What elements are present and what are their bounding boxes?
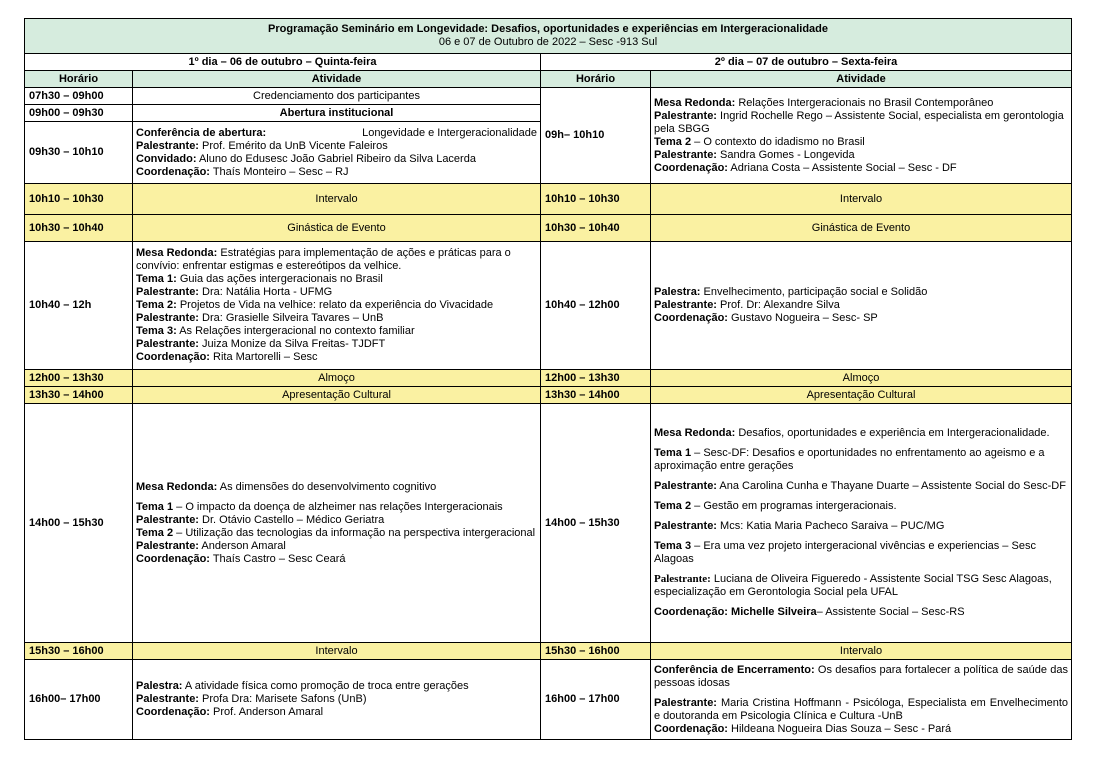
day2-activity-header: Atividade [651, 71, 1072, 88]
d2-conf-text: Os desafios para fortalecer a política de saúde das pessoas idosas [654, 663, 1069, 689]
d2-time-cell: 09h– 10h10 [541, 88, 651, 184]
d1-tema-text: Guia das ações intergeracionais no Brasil [176, 273, 383, 285]
d1-speaker-text: Prof. Emérito da UnB Vicente Faleiros [198, 139, 388, 152]
label-palestrante: Palestrante: [654, 299, 717, 311]
label-palestrante: Palestrante: [136, 693, 199, 705]
d2-mesa-text: Desafios, oportunidades e experiência em Intergeracionalidade. [735, 427, 1050, 439]
d1-tema-text: As Relações intergeracional no contexto familiar [176, 325, 415, 337]
d1-time-cell: 12h00 – 13h30 [25, 370, 133, 387]
day1-header: 1º dia – 06 de outubro – Quinta-feira [25, 54, 541, 71]
d1-conf-text: Longevidade e Intergeracionalidade [362, 126, 537, 139]
d1-mesa-text: As dimensões do desenvolvimento cognitivo [217, 480, 437, 493]
spacer [654, 690, 1068, 697]
table-row [25, 643, 1072, 660]
d2-activity-cell [651, 660, 1072, 740]
d2-time-cell: 16h00 – 17h00 [541, 660, 651, 740]
d2-talk-text: Envelhecimento, participação social e Solidão [700, 286, 928, 298]
label-palestrante: Palestrante: [136, 312, 199, 324]
label-tema1: Tema 1 [136, 500, 174, 513]
spacer [654, 493, 1068, 500]
d1-time-cell: 09h30 – 10h10 [25, 122, 133, 184]
day2-time-header: Horário [541, 71, 651, 88]
d1-activity-cell: Credenciamento dos participantes [133, 88, 541, 105]
d1-activity-cell: Apresentação Cultural [133, 387, 541, 404]
column-header-row [25, 71, 1072, 88]
d1-activity-cell [133, 404, 541, 643]
d2-activity-cell: Intervalo [651, 643, 1072, 660]
label-coordenacao: Coordenação: [136, 552, 210, 565]
label-mesa-redonda: Mesa Redonda: [136, 480, 218, 493]
d1-time-cell: 10h40 – 12h [25, 242, 133, 370]
d1-tema-text: – Utilização das tecnologias da informação na perspectiva intergeracional [173, 526, 536, 539]
spacer [654, 566, 1068, 573]
label-tema2: Tema 2: [136, 299, 177, 311]
label-convidado: Convidado: [136, 152, 197, 165]
d1-time-cell: 09h00 – 09h30 [25, 105, 133, 122]
d2-speaker-text: Prof. Dr: Alexandre Silva [716, 299, 840, 311]
label-coordenacao: Coordenação: [136, 165, 210, 178]
day2-header: 2º dia – 07 de outubro – Sexta-feira [541, 54, 1072, 71]
d1-activity-cell [133, 242, 541, 370]
d1-time-cell: 16h00– 17h00 [25, 660, 133, 740]
label-palestrante: Palestrante: [136, 338, 199, 350]
program-table [24, 18, 1072, 740]
d1-activity-cell: Ginástica de Evento [133, 215, 541, 242]
label-palestrante: Palestrante: [136, 286, 199, 298]
label-coordenacao: Coordenação: [136, 351, 210, 363]
d2-activity-cell: Almoço [651, 370, 1072, 387]
label-tema1: Tema 1: [136, 273, 177, 285]
d2-speaker-text: Ana Carolina Cunha e Thayane Duarte – Assistente Social do Sesc-DF [716, 480, 1066, 492]
conf-line [136, 127, 537, 140]
table-row [25, 215, 1072, 242]
label-tema2: Tema 2 [654, 135, 692, 148]
d2-coord-text: Adriana Costa – Assistente Social – Sesc - DF [727, 161, 957, 174]
day-header-row [25, 54, 1072, 71]
label-mesa-redonda: Mesa Redonda: [136, 247, 218, 259]
label-palestrante: Palestrante: [136, 539, 199, 552]
d1-tema-text: – O impacto da doença de alzheimer nas relações Intergeracionais [173, 500, 503, 513]
d2-coord-text: – Assistente Social – Sesc-RS [816, 606, 965, 618]
label-coordenacao: Coordenação: [654, 312, 728, 324]
d2-tema-text: – Gestão em programas intergeracionais. [691, 500, 897, 512]
d1-speaker-text: Dr. Otávio Castello – Médico Geriatra [198, 513, 385, 526]
d2-activity-cell: Ginástica de Evento [651, 215, 1072, 242]
d1-time-cell: 10h10 – 10h30 [25, 184, 133, 215]
d1-coord-text: Thaís Castro – Sesc Ceará [209, 552, 346, 565]
d1-time-cell: 07h30 – 09h00 [25, 88, 133, 105]
label-palestrante: Palestrante: [654, 480, 717, 492]
d1-speaker-text: Dra: Grasielle Silveira Tavares – UnB [198, 312, 384, 324]
d1-activity-cell: Almoço [133, 370, 541, 387]
d1-time-cell: 13h30 – 14h00 [25, 387, 133, 404]
d1-time-cell: 15h30 – 16h00 [25, 643, 133, 660]
d1-talk-text: A atividade física como promoção de troca entre gerações [182, 680, 469, 692]
d2-activity-cell [651, 88, 1072, 184]
title-row [25, 19, 1072, 54]
d1-coord-text: Prof. Anderson Amaral [209, 706, 324, 718]
d2-coord-text: Hildeana Nogueira Dias Souza – Sesc - Pará [727, 722, 952, 735]
d2-activity-cell [651, 404, 1072, 643]
spacer [654, 533, 1068, 540]
label-palestra: Palestra: [136, 680, 183, 692]
d2-speaker-text: Mcs: Katia Maria Pacheco Saraiva – PUC/MG [716, 520, 945, 532]
d1-activity-cell: Intervalo [133, 643, 541, 660]
d1-guest-text: Aluno do Edusesc João Gabriel Ribeiro da Silva Lacerda [196, 152, 476, 165]
d1-time-cell: 14h00 – 15h30 [25, 404, 133, 643]
d2-time-cell: 10h40 – 12h00 [541, 242, 651, 370]
document-title: Programação Seminário em Longevidade: Desafios, oportunidades e experiências em Intergeracionalidade [268, 23, 828, 35]
d1-activity-cell: Intervalo [133, 184, 541, 215]
label-tema1: Tema 1 [654, 447, 692, 459]
label-conf-encerramento: Conferência de Encerramento: [654, 663, 815, 676]
d2-time-cell: 14h00 – 15h30 [541, 404, 651, 643]
label-tema3: Tema 3 [654, 540, 692, 552]
label-conf-abertura: Conferência de abertura: [136, 126, 267, 139]
table-row [25, 184, 1072, 215]
document-subtitle: 06 e 07 de Outubro de 2022 – Sesc -913 Sul [438, 36, 658, 48]
d2-coord-text: Gustavo Nogueira – Sesc- SP [727, 312, 878, 324]
d2-time-cell: 15h30 – 16h00 [541, 643, 651, 660]
spacer [654, 513, 1068, 520]
spacer [136, 494, 537, 501]
label-tema3: Tema 3: [136, 325, 177, 337]
label-tema2: Tema 2 [654, 500, 692, 512]
d1-coord-text: Thaís Monteiro – Sesc – RJ [209, 165, 349, 178]
d2-speaker-text: Maria Cristina Hoffmann - Psicóloga, Especialista em Envelhecimento e doutoranda em Psicologia Clínica e Cultura -UnB [654, 696, 1069, 722]
d2-time-cell: 10h30 – 10h40 [541, 215, 651, 242]
d1-speaker-text: Profa Dra: Marisete Safons (UnB) [198, 693, 367, 705]
d1-coord-text: Rita Martorelli – Sesc [209, 351, 318, 363]
spacer [654, 440, 1068, 447]
d1-speaker-text: Dra: Natália Horta - UFMG [198, 286, 333, 298]
label-palestrante: Palestrante: [654, 573, 711, 585]
spacer [654, 473, 1068, 480]
label-palestrante: Palestrante: [136, 513, 199, 526]
d2-activity-cell: Apresentação Cultural [651, 387, 1072, 404]
table-row [25, 242, 1072, 370]
label-coordenacao: Coordenação: [654, 606, 728, 618]
table-row [25, 660, 1072, 740]
d2-coord-name: Michelle Silveira [727, 606, 817, 618]
d1-speaker-text: Juiza Monize da Silva Freitas- TJDFT [198, 338, 386, 350]
program-document [24, 18, 1071, 740]
table-row [25, 88, 1072, 105]
spacer [654, 599, 1068, 606]
d1-activity-cell: Abertura institucional [133, 105, 541, 122]
label-coordenacao: Coordenação: [654, 722, 728, 735]
label-mesa-redonda: Mesa Redonda: [654, 427, 736, 439]
label-coordenacao: Coordenação: [136, 706, 210, 718]
label-palestrante: Palestrante: [654, 109, 717, 122]
d1-time-cell: 10h30 – 10h40 [25, 215, 133, 242]
d2-tema-text: – Sesc-DF: Desafios e oportunidades no enfrentamento ao ageismo e a aproximação entre gerações [654, 447, 1045, 472]
day1-activity-header: Atividade [133, 71, 541, 88]
label-coordenacao: Coordenação: [654, 161, 728, 174]
table-row [25, 387, 1072, 404]
label-palestrante: Palestrante: [654, 148, 717, 161]
d2-time-cell: 10h10 – 10h30 [541, 184, 651, 215]
label-palestrante: Palestrante: [136, 139, 199, 152]
table-row [25, 370, 1072, 387]
d2-speaker-text: Ingrid Rochelle Rego – Assistente Social, especialista em gerontologia pela SBGG [654, 109, 1064, 135]
label-palestrante: Palestrante: [654, 520, 717, 532]
label-palestrante: Palestrante: [654, 696, 717, 709]
d2-speaker-text: Sandra Gomes - Longevida [716, 148, 855, 161]
day1-time-header: Horário [25, 71, 133, 88]
document-title-cell [25, 19, 1072, 54]
d2-mesa-text: Relações Intergeracionais no Brasil Contemporâneo [735, 96, 994, 109]
label-tema2: Tema 2 [136, 526, 174, 539]
d1-mesa-text: Estratégias para implementação de ações e práticas para o convívio: enfrentar estigmas e estereótipos da velhice. [136, 247, 511, 272]
d1-tema-text: Projetos de Vida na velhice: relato da experiência do Vivacidade [176, 299, 494, 311]
d2-activity-cell: Intervalo [651, 184, 1072, 215]
table-row [25, 404, 1072, 643]
d2-time-cell: 12h00 – 13h30 [541, 370, 651, 387]
d2-time-cell: 13h30 – 14h00 [541, 387, 651, 404]
d2-speaker-text: Luciana de Oliveira Figueredo - Assistente Social TSG Sesc Alagoas, especialização em Gerontologia Social pela UFAL [654, 573, 1052, 598]
label-mesa-redonda: Mesa Redonda: [654, 96, 736, 109]
d2-activity-cell [651, 242, 1072, 370]
d1-activity-cell [133, 122, 541, 184]
d2-tema-text: – O contexto do idadismo no Brasil [691, 135, 865, 148]
d2-tema-text: – Era uma vez projeto intergeracional vivências e experiencias – Sesc Alagoas [654, 540, 1036, 565]
label-palestra: Palestra: [654, 286, 701, 298]
d1-speaker-text: Anderson Amaral [198, 539, 286, 552]
d1-activity-cell [133, 660, 541, 740]
